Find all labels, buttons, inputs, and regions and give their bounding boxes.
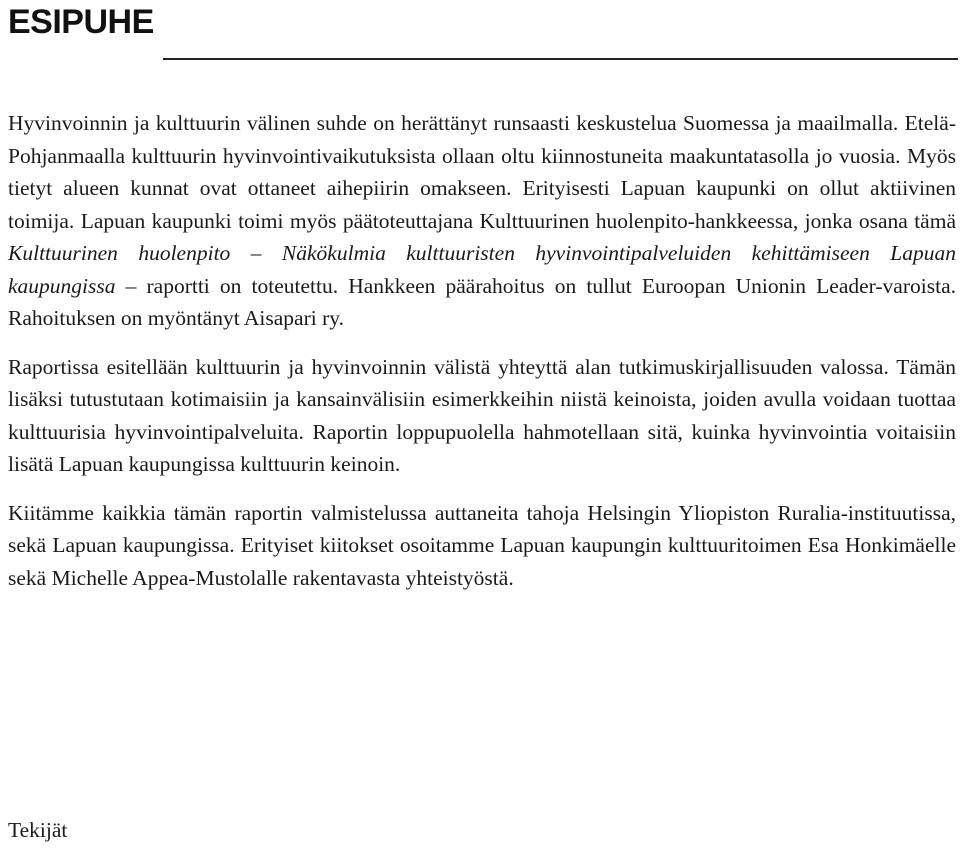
paragraph-1-report-title: Kulttuurinen huolenpito – Näkökulmia kulttuuristen hyvinvointipalveluiden kehittämiseen Lapuan kaupungissa (8, 241, 956, 298)
paragraph-1-text-start: Hyvinvoinnin ja kulttuurin välinen suhde on herättänyt runsaasti keskustelua Suomessa ja maailmalla. Etelä-Pohjanmaalla kulttuurin hyvinvointivaikutuksista ollaan oltu kiinnostuneita maakuntatasolla jo vuosia. Myös tietyt alueen kunnat ovat ottaneet aihepiirin omakseen. Erityisesti Lapuan kaupunki on ollut aktiivinen toimija. Lapuan kaupunki toimi myös päätoteuttajana Kulttuurinen huolenpito-hankkeessa, jonka osana tämä (8, 111, 956, 233)
page-header (8, 2, 958, 60)
signature: Tekijät (8, 818, 68, 842)
paragraph-3: Kiitämme kaikkia tämän raportin valmistelussa auttaneita tahoja Helsingin Yliopiston Ruralia-instituutissa, sekä Lapuan kaupungissa. Erityiset kiitokset osoitamme Lapuan kaupungin kulttuuritoimen Esa Honkimäelle sekä Michelle Appea-Mustolalle rakentavasta yhteistyöstä. (8, 500, 956, 590)
title-rule (163, 58, 958, 60)
paragraph-2: Raportissa esitellään kulttuurin ja hyvinvoinnin välistä yhteyttä alan tutkimuskirjallisuuden valossa. Tämän lisäksi tutustutaan kotimaisiin ja kansainvälisiin esimerkkeihin niistä keinoista, joiden avulla voidaan tuottaa kulttuurisia hyvinvointipalveluita. Raportin loppupuolella hahmotellaan sitä, kuinka hyvinvointia voitaisiin lisätä Lapuan kaupungissa kulttuurin keinoin. (8, 354, 956, 476)
page-title: ESIPUHE (8, 3, 154, 41)
body-text (8, 107, 956, 610)
paragraph-1 (8, 107, 956, 335)
paragraph-1-text-end: – raportti on toteutettu. Hankkeen päärahoitus on tullut Euroopan Unionin Leader-varoista. Rahoituksen on myöntänyt Aisapari ry. (8, 273, 956, 330)
